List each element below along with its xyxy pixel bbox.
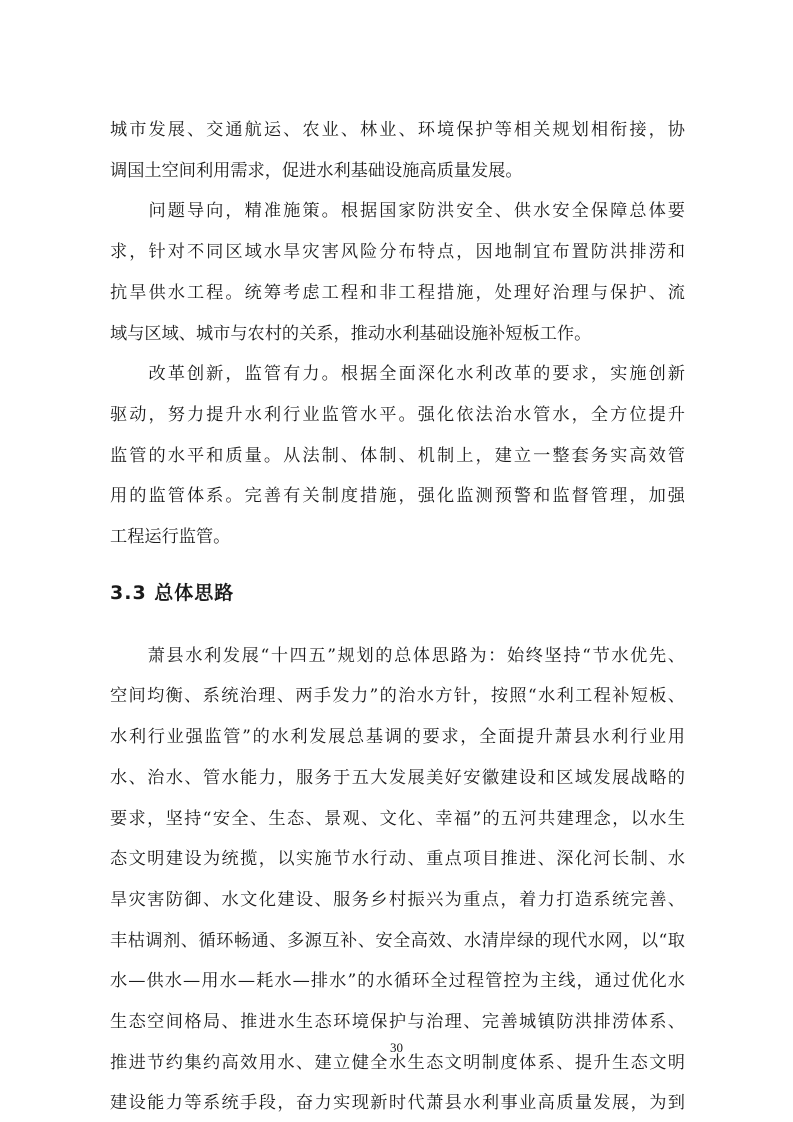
paragraph-2-line-1: 问题导向，精准施策。根据国家防洪安全、供水安全保障总体要 — [110, 201, 685, 222]
paragraph-3-line-3: 监管的水平和质量。从法制、体制、机制上，建立一整套务实高效管 — [110, 445, 685, 466]
paragraph-3-line-1: 改革创新，监管有力。根据全面深化水利改革的要求，实施创新 — [110, 364, 685, 385]
section-paragraph-line-7: 旱灾害防御、水文化建设、服务乡村振兴为重点，着力打造系统完善、 — [110, 889, 685, 910]
section-paragraph-line-10: 生态空间格局、推进水生态环境保护与治理、完善城镇防洪排涝体系、 — [110, 1012, 685, 1032]
paragraph-3-line-5: 工程运行监管。 — [110, 527, 231, 547]
section-paragraph-line-2: 空间均衡、系统治理、两手发力”的治水方针，按照“水利工程补短板、 — [110, 686, 685, 707]
section-paragraph-line-9: 水—供水—用水—耗水—排水”的水循环全过程管控为主线，通过优化水 — [110, 971, 685, 992]
page-number: 30 — [390, 1040, 403, 1055]
paragraph-3-line-4: 用的监管体系。完善有关制度措施，强化监测预警和监督管理，加强 — [110, 486, 685, 507]
section-paragraph-line-5: 要求，坚持“安全、生态、景观、文化、幸福”的五河共建理念，以水生 — [110, 808, 685, 829]
section-paragraph-line-8: 丰枯调剂、循环畅通、多源互补、安全高效、水清岸绿的现代水网，以“取 — [110, 930, 685, 951]
section-paragraph-line-11: 推进节约集约高效用水、建立健全水生态文明制度体系、提升生态文明 — [110, 1052, 685, 1073]
section-paragraph-line-6: 态文明建设为统揽，以实施节水行动、重点项目推进、深化河长制、水 — [110, 849, 685, 870]
section-paragraph-line-1: 萧县水利发展“十四五”规划的总体思路为：始终坚持“节水优先、 — [110, 645, 685, 666]
paragraph-1-line-1: 城市发展、交通航运、农业、林业、环境保护等相关规划相衔接，协 — [110, 120, 685, 140]
paragraph-1-line-2: 调国土空间利用需求，促进水利基础设施高质量发展。 — [110, 160, 523, 181]
paragraph-3-line-2: 驱动，努力提升水利行业监管水平。强化依法治水管水，全方位提升 — [110, 404, 685, 425]
section-paragraph-line-12: 建设能力等系统手段，奋力实现新时代萧县水利事业高质量发展，为到 — [110, 1093, 685, 1114]
paragraph-2-line-2: 求，针对不同区域水旱灾害风险分布特点，因地制宜布置防洪排涝和 — [110, 242, 685, 263]
section-paragraph-line-3: 水利行业强监管”的水利发展总基调的要求，全面提升萧县水利行业用 — [110, 727, 685, 748]
paragraph-2-line-4: 域与区域、城市与农村的关系，推动水利基础设施补短板工作。 — [110, 323, 592, 344]
section-heading: 3.3 总体思路 — [110, 581, 235, 604]
paragraph-2-line-3: 抗旱供水工程。统筹考虑工程和非工程措施，处理好治理与保护、流 — [110, 282, 685, 303]
section-paragraph-line-4: 水、治水、管水能力，服务于五大发展美好安徽建设和区域发展战略的 — [110, 767, 685, 788]
